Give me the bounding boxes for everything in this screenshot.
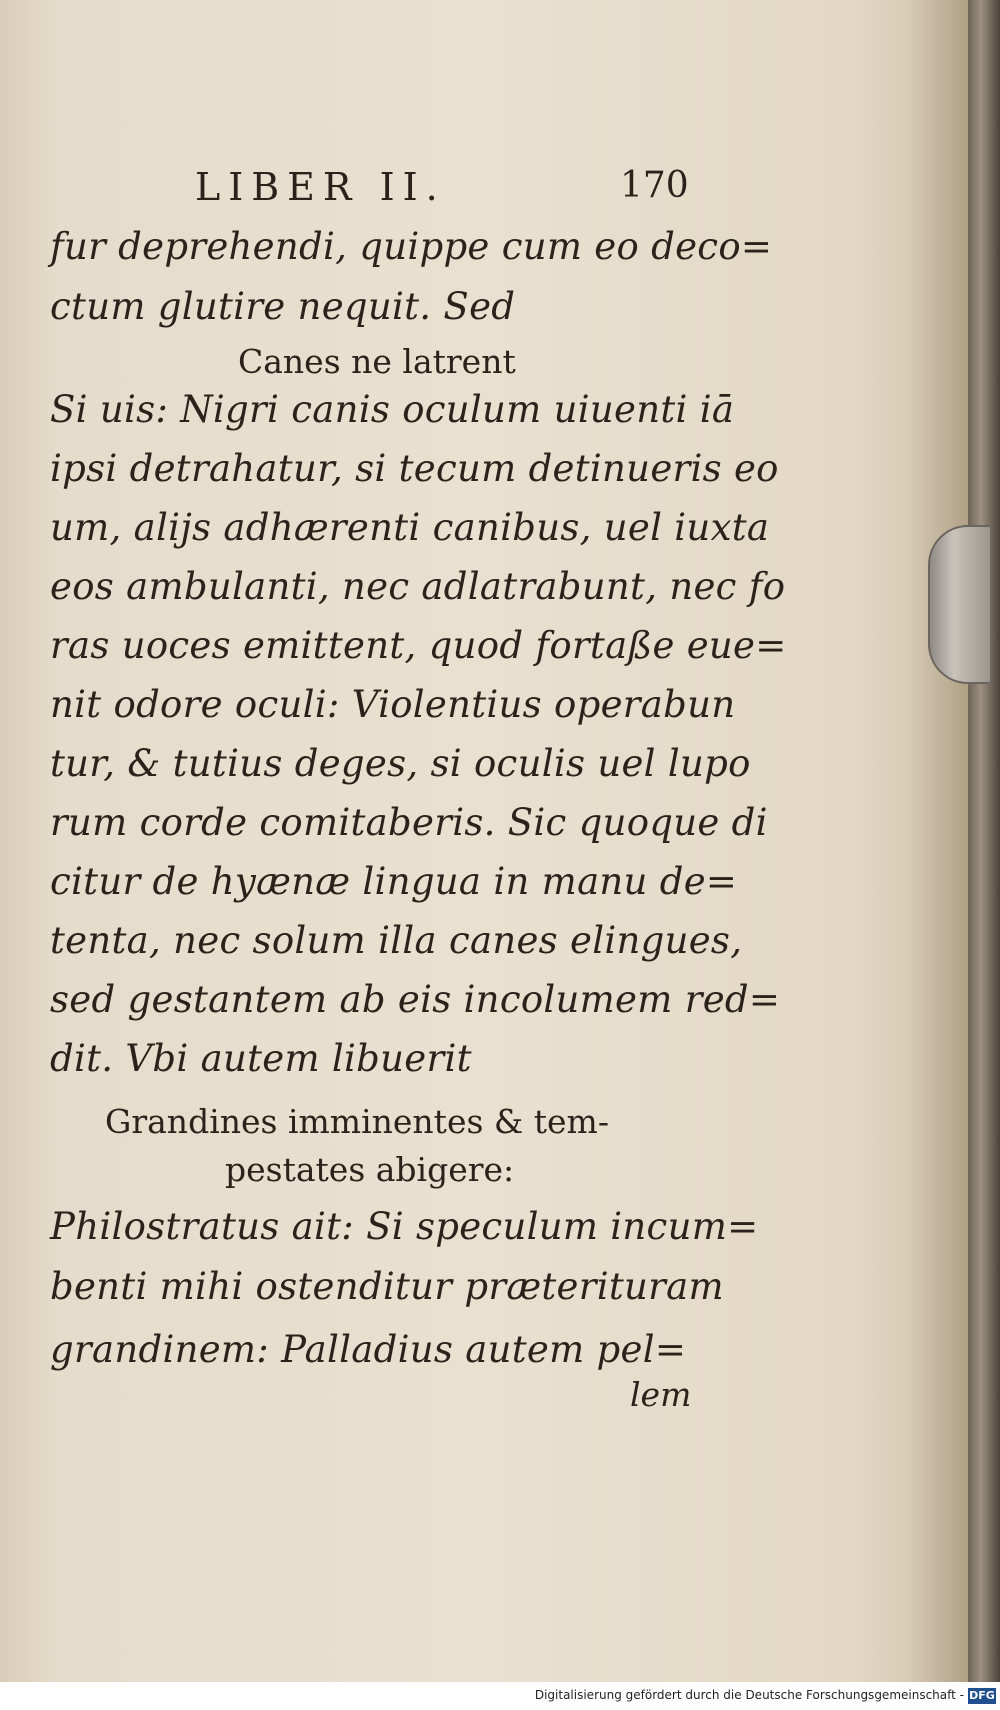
text-line: um, alijs adhærenti canibus, uel iuxta — [50, 506, 770, 549]
book-edge — [968, 0, 1000, 1682]
catchword: lem — [630, 1375, 692, 1414]
page-number: 170 — [620, 165, 689, 206]
text-line: Philostratus ait: Si speculum incum= — [50, 1205, 759, 1248]
text-line: fur deprehendi, quippe cum eo deco= — [50, 225, 773, 268]
section-heading: Canes ne latrent — [238, 342, 516, 381]
text-line: rum corde comitaberis. Sic quoque di — [50, 801, 768, 844]
text-line: tenta, nec solum illa canes elingues, — [50, 919, 743, 962]
dfg-logo: DFG — [969, 1689, 995, 1702]
text-line: tur, & tutius deges, si oculis uel lupo — [50, 742, 751, 785]
section-heading: Grandines imminentes & tem- — [105, 1102, 609, 1141]
section-heading: pestates abigere: — [225, 1150, 515, 1189]
text-line: eos ambulanti, nec adlatrabunt, nec fo — [50, 565, 786, 608]
text-line: grandinem: Palladius autem pel= — [50, 1328, 687, 1371]
text-line: benti mihi ostenditur præterituram — [50, 1265, 724, 1308]
text-line: Si uis: Nigri canis oculum uiuenti iā — [50, 388, 735, 431]
text-line: ras uoces emittent, quod fortaße eue= — [50, 624, 787, 667]
text-line: sed gestantem ab eis incolumem red= — [50, 978, 781, 1021]
footer-bar — [0, 1682, 1000, 1710]
footer-credit: Digitalisierung gefördert durch die Deutsche Forschungsgemeinschaft - — [534, 1688, 964, 1702]
running-header: LIBER II. — [195, 165, 446, 209]
text-line: nit odore oculi: Violentius operabun — [50, 683, 736, 726]
text-line: ipsi detrahatur, si tecum detinueris eo — [50, 447, 779, 490]
text-line: citur de hyænæ lingua in manu de= — [50, 860, 738, 903]
text-line: dit. Vbi autem libuerit — [50, 1037, 472, 1080]
text-line: ctum glutire nequit. Sed — [50, 285, 516, 328]
